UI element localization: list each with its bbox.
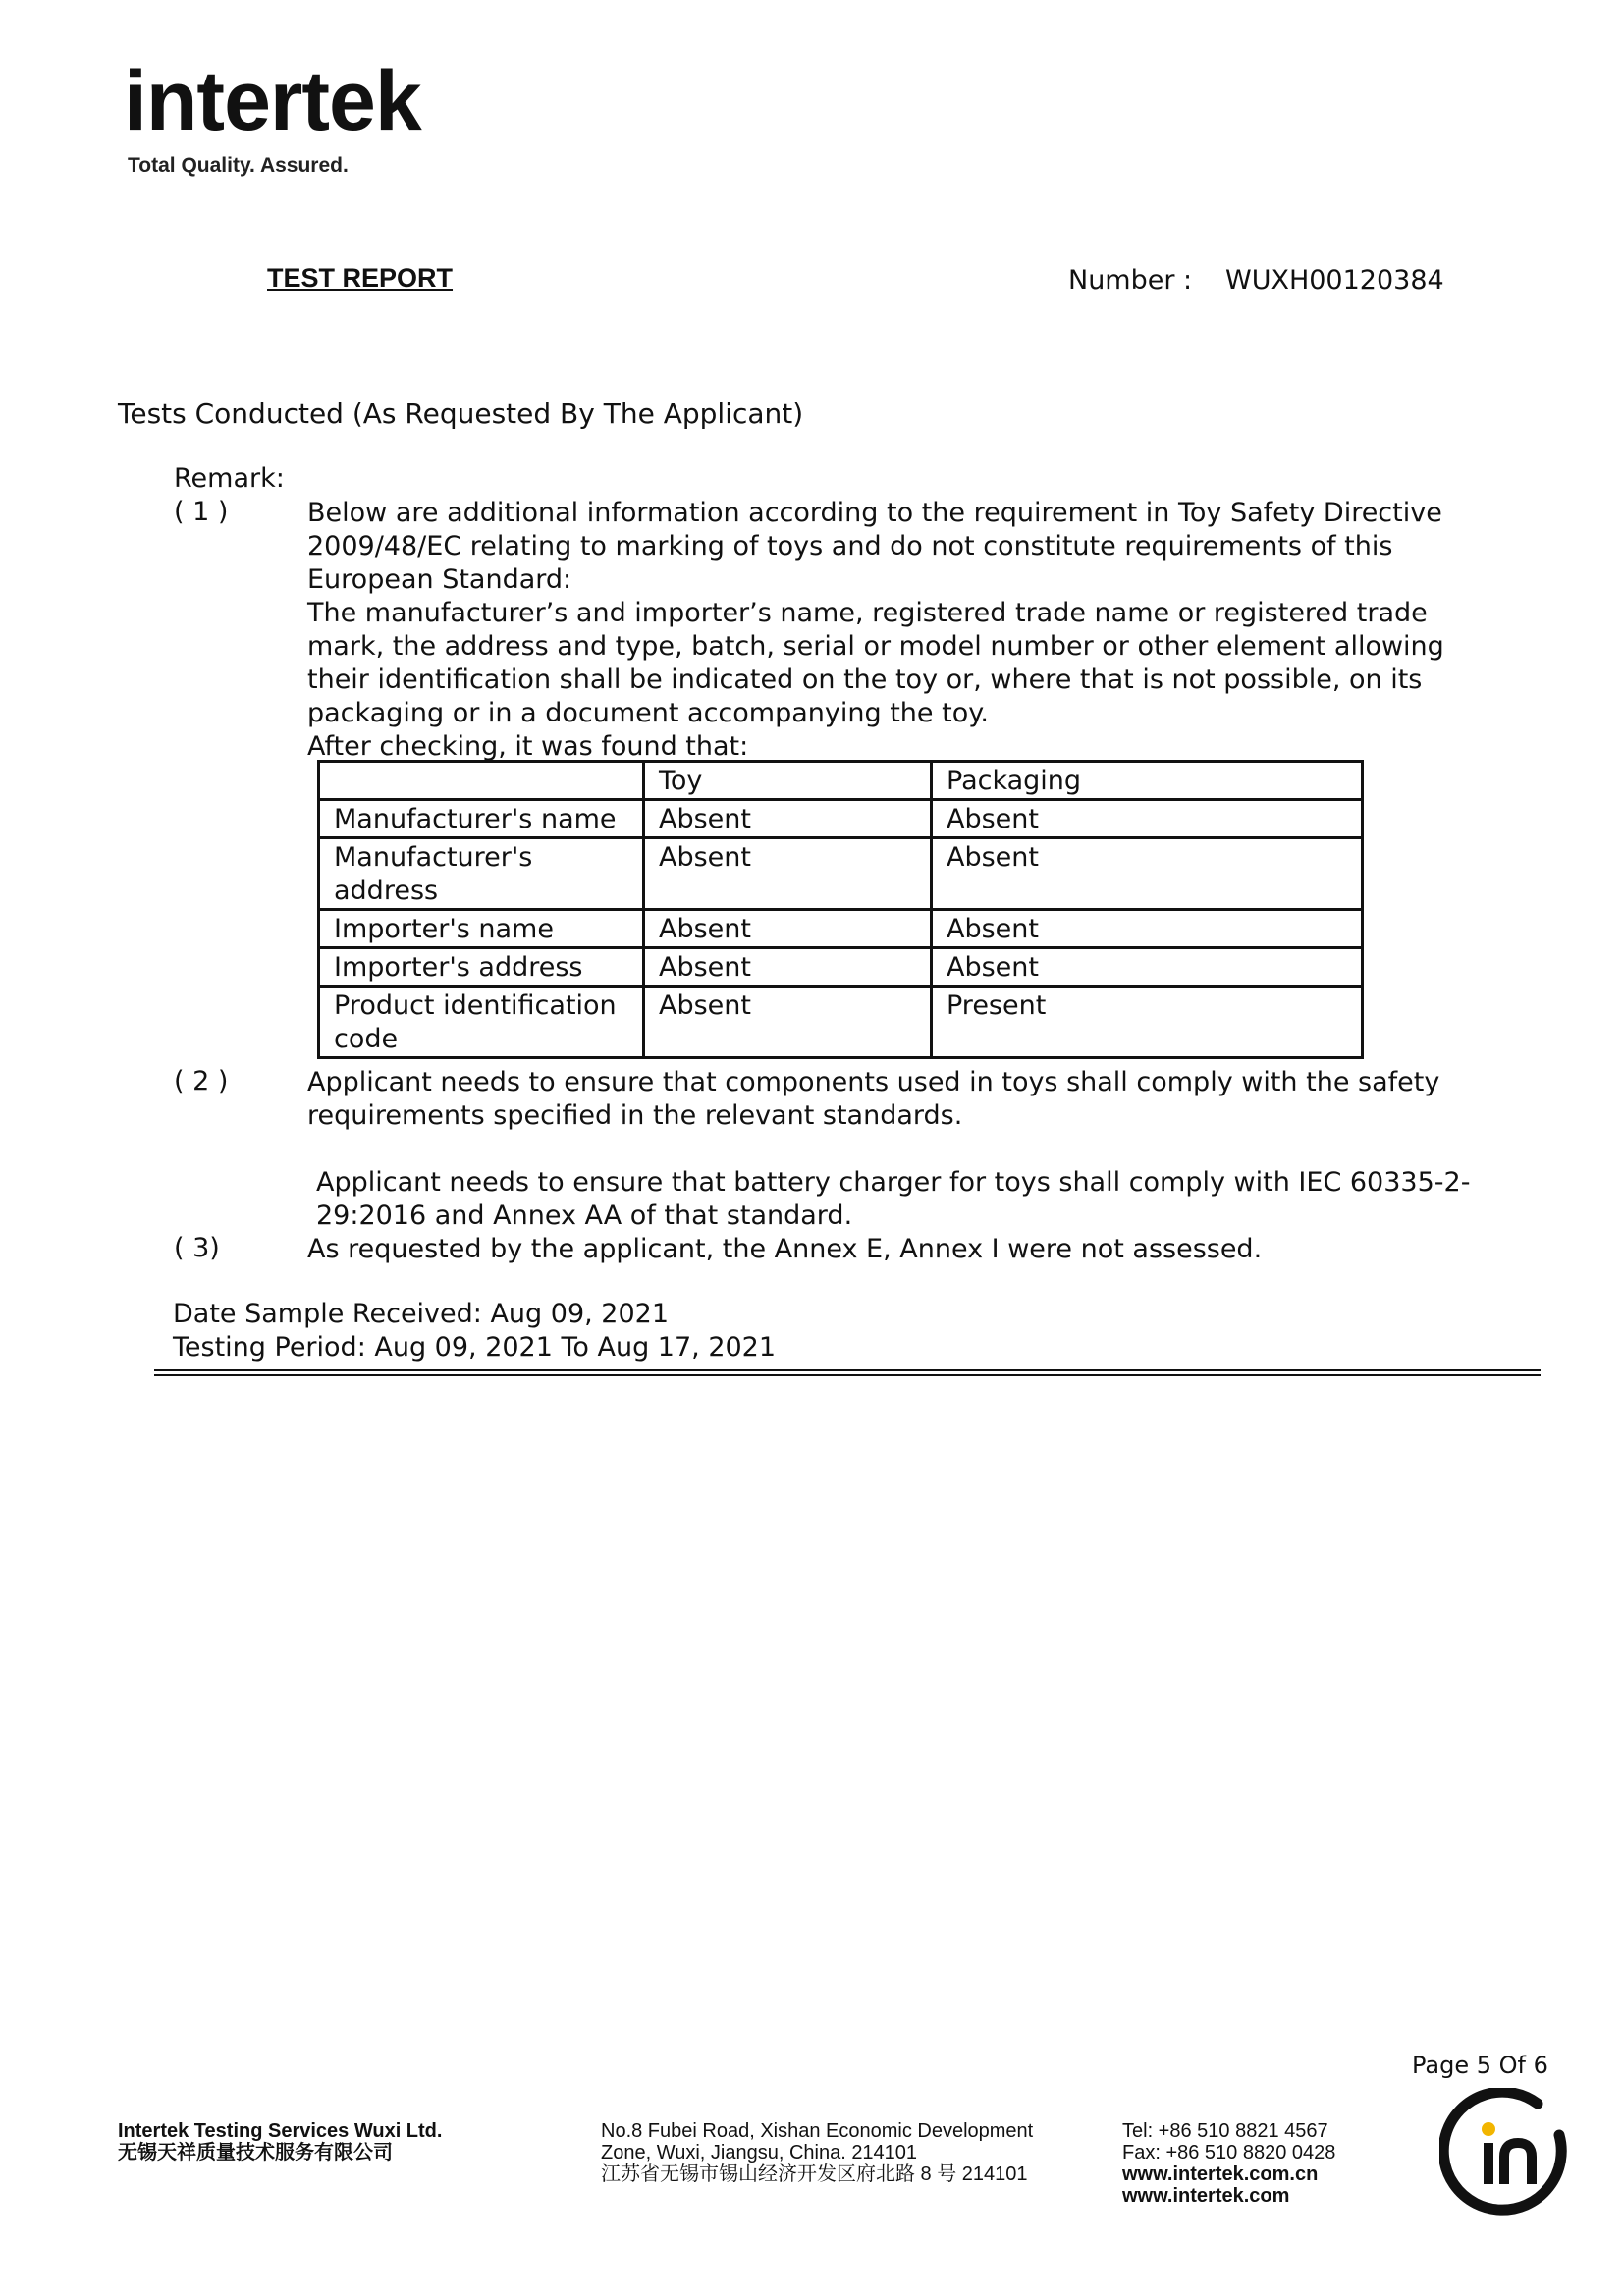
table-cell: Manufacturer's address — [319, 838, 644, 910]
table-row — [319, 800, 1363, 838]
report-number-label: Number : — [1068, 265, 1193, 295]
table-cell: Absent — [932, 948, 1363, 987]
intertek-logo — [124, 54, 421, 148]
table-cell: Absent — [644, 800, 932, 838]
table-row — [319, 948, 1363, 987]
item-2-paragraph-2: Applicant needs to ensure that battery charger for toys shall comply with IEC 60335-2-29:2016 and Annex AA of that standard. — [316, 1167, 1471, 1231]
table-row — [319, 987, 1363, 1058]
item-2-number: ( 2 ) — [174, 1066, 229, 1096]
item-3-paragraph: As requested by the applicant, the Annex E, Annex I were not assessed. — [307, 1234, 1263, 1264]
table-row — [319, 910, 1363, 948]
footer-address-line: No.8 Fubei Road, Xishan Economic Development — [601, 2120, 1034, 2142]
table-cell: Absent — [932, 838, 1363, 910]
divider-line — [154, 1369, 1541, 1371]
table-cell: Importer's address — [319, 948, 644, 987]
tests-heading: Tests Conducted (As Requested By The Applicant) — [118, 398, 804, 430]
footer-contact — [1122, 2120, 1335, 2207]
table-header-row — [319, 762, 1363, 800]
table-cell: Absent — [644, 948, 932, 987]
footer-address-line: Zone, Wuxi, Jiangsu, China. 214101 — [601, 2142, 918, 2163]
footer-website: www.intertek.com — [1122, 2185, 1290, 2207]
intertek-in-logo-icon — [1439, 2088, 1575, 2223]
table-cell: Present — [932, 987, 1363, 1058]
footer-company — [118, 2120, 442, 2163]
item-3-number: ( 3) — [174, 1233, 220, 1263]
item-1-paragraph-3: After checking, it was found that: — [307, 731, 749, 762]
footer-website-cn: www.intertek.com.cn — [1122, 2163, 1319, 2185]
item-1-paragraph-2: The manufacturer’s and importer’s name, registered trade name or registered trade mark, the address and type, batch, serial or model number or other element allowing their identification shall be indicated on the toy or, where that is not possible, on its packaging or in a document accompanying the toy. — [307, 598, 1444, 728]
table-header-cell: Toy — [644, 762, 932, 800]
date-sample-received: Date Sample Received: Aug 09, 2021 — [173, 1299, 669, 1329]
testing-period: Testing Period: Aug 09, 2021 To Aug 17, 2021 — [173, 1332, 777, 1362]
table-row — [319, 838, 1363, 910]
table-header-cell: Packaging — [932, 762, 1363, 800]
item-2-paragraph-1: Applicant needs to ensure that components used in toys shall comply with the safety requirements specified in the relevant standards. — [307, 1067, 1440, 1131]
table-cell: Product identification code — [319, 987, 644, 1058]
footer-address-line: 江苏省无锡市锡山经济开发区府北路 8 号 214101 — [601, 2163, 1028, 2185]
remark-label: Remark: — [174, 463, 285, 494]
table-header-cell — [319, 762, 644, 800]
report-title: TEST REPORT — [267, 263, 454, 293]
footer-tel: Tel: +86 510 8821 4567 — [1122, 2120, 1328, 2142]
footer-company-cn: 无锡天祥质量技术服务有限公司 — [118, 2142, 393, 2163]
item-1-paragraph-1: Below are additional information according to the requirement in Toy Safety Directive 2009/48/EC relating to marking of toys and do not constitute requirements of this European Standard: — [307, 498, 1442, 595]
item-1-number: ( 1 ) — [174, 497, 229, 527]
table-cell: Manufacturer's name — [319, 800, 644, 838]
logo-wordmark: intertek — [124, 54, 421, 148]
table-cell: Absent — [932, 800, 1363, 838]
table-cell: Absent — [644, 838, 932, 910]
table-cell: Absent — [932, 910, 1363, 948]
footer-fax: Fax: +86 510 8820 0428 — [1122, 2142, 1336, 2163]
divider-line — [154, 1374, 1541, 1376]
report-number-value: WUXH00120384 — [1225, 265, 1444, 295]
page-number: Page 5 Of 6 — [1412, 2052, 1548, 2079]
table-cell: Absent — [644, 910, 932, 948]
marking-table — [317, 760, 1364, 1059]
table-cell: Absent — [644, 987, 932, 1058]
table-cell: Importer's name — [319, 910, 644, 948]
logo-tagline: Total Quality. Assured. — [128, 154, 349, 177]
footer-company-en: Intertek Testing Services Wuxi Ltd. — [118, 2120, 443, 2142]
footer-address — [601, 2120, 1033, 2185]
